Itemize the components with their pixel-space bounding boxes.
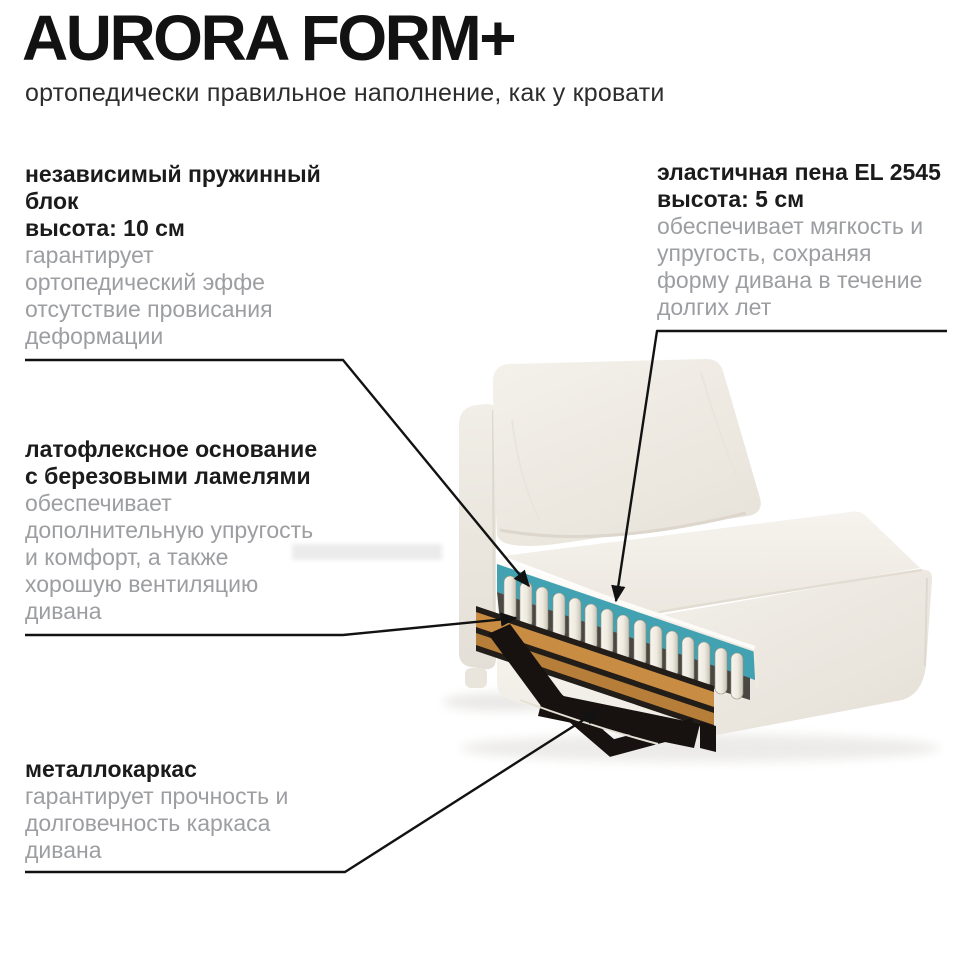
annotation-elastic-foam-title — [657, 159, 941, 213]
annotation-metal-frame-desc — [25, 783, 288, 864]
annotation-latoflex-base-desc — [25, 490, 317, 625]
front-left-foot — [465, 668, 487, 688]
spring — [536, 587, 548, 633]
spring — [569, 598, 581, 644]
annotation-elastic-foam-desc — [657, 213, 941, 321]
cutaway-edge — [755, 650, 757, 688]
text-line: и комфорт, а также — [25, 544, 229, 570]
annotation-latoflex-base — [25, 436, 317, 625]
text-line: латофлексное основание — [25, 436, 318, 462]
annotation-elastic-foam — [657, 159, 941, 321]
spring — [520, 582, 532, 628]
spring — [504, 576, 516, 622]
text-line: отсутствие провисания — [25, 296, 273, 322]
annotation-spring-block-title — [25, 161, 321, 242]
spring — [585, 604, 597, 650]
text-line: независимый пружинный — [25, 161, 321, 187]
text-line: дивана — [25, 598, 102, 624]
text-line: дивана — [25, 837, 102, 863]
text-line: с березовыми ламелями — [25, 463, 311, 489]
armchair — [459, 359, 932, 752]
spring — [715, 648, 727, 694]
spring — [666, 631, 678, 677]
spring — [553, 593, 565, 639]
text-line: деформации — [25, 323, 164, 349]
text-line: дополнительную упругость — [25, 517, 314, 543]
annotation-metal-frame-title — [25, 756, 288, 783]
text-line: ортопедический эффе — [25, 269, 265, 295]
text-line: металлокаркас — [25, 756, 197, 782]
text-line: долговечность каркаса — [25, 810, 271, 836]
annotation-spring-block-desc — [25, 242, 321, 350]
product-subtitle: ортопедически правильное наполнение, как у кровати — [25, 79, 665, 107]
product-title: AURORA FORM+ — [22, 2, 515, 74]
text-line: эластичная пена EL 2545 — [657, 159, 941, 185]
spring — [601, 609, 613, 655]
text-line: обеспечивает мягкость и — [657, 213, 924, 239]
text-line: блок — [25, 188, 79, 214]
text-line: гарантирует прочность и — [25, 783, 289, 809]
annotation-latoflex-base-title — [25, 436, 317, 490]
spring — [731, 653, 743, 699]
annotation-spring-block — [25, 161, 321, 350]
text-line: высота: 5 см — [657, 186, 805, 212]
metal-frame-cut-edge — [700, 722, 716, 752]
text-line: упругость, сохраняя — [657, 240, 872, 266]
text-line: обеспечивает — [25, 490, 172, 516]
text-line: форму дивана в течение — [657, 267, 923, 293]
annotation-metal-frame — [25, 756, 288, 864]
text-line: высота: 10 см — [25, 215, 185, 241]
text-line: хорошую вентиляцию — [25, 571, 259, 597]
spring — [634, 620, 646, 666]
spring — [698, 642, 710, 688]
text-line: гарантирует — [25, 242, 154, 268]
text-line: долгих лет — [657, 294, 772, 320]
